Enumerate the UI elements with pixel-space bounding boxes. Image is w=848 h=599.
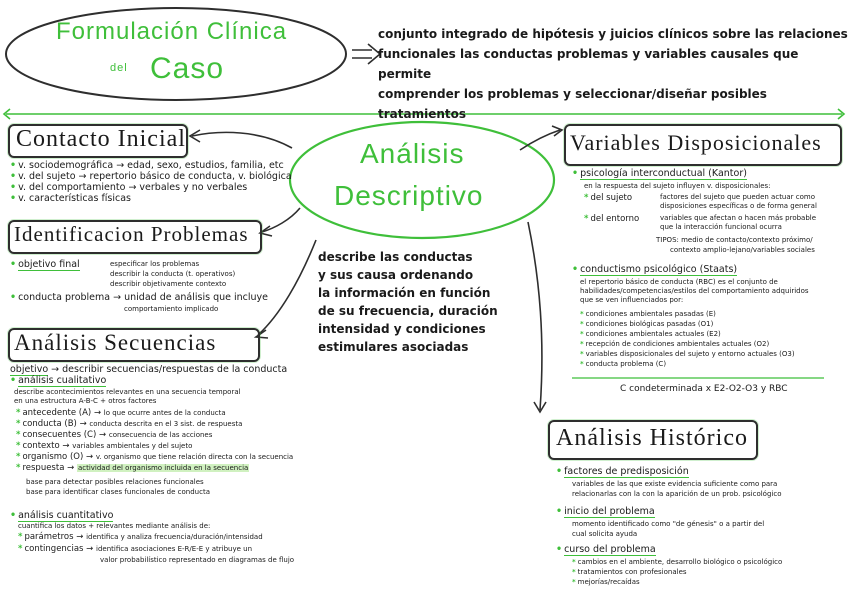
identificacion-title: Identificacion Problemas [14, 222, 249, 246]
base-identificar: base para identificar clases funcionales de conducta [26, 488, 210, 496]
cualitativo-desc: en una estructura A-B-C + otros factores [14, 397, 157, 405]
cuantitativo-desc: cuantifica los datos + relevantes mediante análisis de: [18, 522, 211, 530]
cualitativo-item-detail: conducta descrita en el 3 sist. de respuesta [89, 420, 243, 428]
curso-item: * mejorías/recaídas [572, 578, 640, 586]
cuantitativo-item: * contingencias → identifica asociaciones E-R/E-E y atribuye un [18, 544, 253, 554]
center-description [318, 248, 498, 356]
cualitativo-item-detail: consecuencia de las acciones [108, 431, 213, 439]
inicio-desc: momento identificado como "de génesis" o a partir del [572, 520, 765, 528]
cualitativo-item: * conducta (B) → conducta descrita en el 3 sist. de respuesta [16, 419, 243, 429]
tipos: TIPOS: medio de contacto/contexto próximo/ [656, 236, 813, 244]
secuencias-objetivo-detail: describir secuencias/respuestas de la conducta [62, 364, 288, 375]
contacto-item: • v. características físicas [10, 193, 132, 204]
definition-arrow [352, 44, 380, 64]
conductismo-label: conductismo psicológico (Staats) [580, 264, 738, 275]
description-line: intensidad y condiciones [318, 322, 486, 336]
title-caso: Caso [150, 52, 225, 85]
formula: C condeterminada x E2-O2-O3 y RBC [620, 384, 788, 394]
inicio-label: inicio del problema [564, 506, 655, 517]
cualitativo-item-label: contexto [22, 441, 60, 451]
cualitativo-item-detail: v. organismo que tiene relación directa con la secuencia [95, 453, 294, 461]
psico-interconductual: • psicología interconductual (Kantor) [572, 168, 747, 179]
tipos: contexto amplio-lejano/variables sociales [670, 246, 815, 254]
conductismo-item-text: condiciones ambientales pasadas (E) [585, 310, 716, 318]
contacto-item: • v. del sujeto → repertorio básico de conducta, v. biológica [10, 171, 292, 182]
conducta-problema-def2: comportamiento implicado [124, 305, 219, 313]
conductismo-item: * variables disposicionales del sujeto y entorno actuales (O3) [580, 350, 795, 358]
cuantitativo-label: • análisis cuantitativo [10, 510, 114, 521]
factores: • factores de predisposición [556, 466, 689, 477]
contacto-item-label: v. sociodemográfica [18, 160, 114, 171]
conductismo-desc: el repertorio básico de conducta (RBC) es el conjunto de [580, 278, 778, 286]
objetivo-item: describir la conducta (t. operativos) [110, 270, 236, 278]
contacto-item-detail: edad, sexo, estudios, familia, etc [127, 160, 284, 171]
cuantitativo-item: * parámetros → identifica y analiza frecuencia/duración/intensidad [18, 532, 263, 542]
conductismo-desc: que se ven influenciados por: [580, 296, 684, 304]
psico-label: psicología interconductual (Kantor) [580, 168, 747, 179]
objetivo-final: • objetivo final [10, 259, 80, 270]
definition [378, 24, 848, 124]
conductismo-item-text: condiciones biológicas pasadas (O1) [585, 320, 714, 328]
curso-label: curso del problema [564, 544, 656, 555]
cualitativo-label: • análisis cualitativo [10, 375, 107, 386]
cualitativo-item-detail: actividad del organismo incluida en la secuencia [77, 464, 249, 472]
description-line: estimulares asociadas [318, 340, 469, 354]
del-entorno: * del entorno [584, 214, 640, 224]
objetivo-item: especificar los problemas [110, 260, 200, 268]
objetivo-final-label: objetivo final [18, 259, 80, 270]
factores-desc: relacionarlas con la con la aparición de un prob. psicológico [572, 490, 782, 498]
base-detectar: base para detectar posibles relaciones funcionales [26, 478, 204, 486]
cualitativo-item-label: conducta (B) [22, 419, 77, 429]
title-line1: Formulación Clínica [56, 18, 288, 45]
conducta-problema-label: conducta problema [18, 292, 111, 303]
conductismo-item: * conducta problema (C) [580, 360, 667, 368]
curso-item: * cambios en el ambiente, desarrollo biológico o psicológico [572, 558, 783, 566]
cuantitativo-item-detail: identifica asociaciones E-R/E-E y atribuye un [96, 545, 253, 553]
contacto-item-label: v. del sujeto [18, 171, 76, 182]
cualitativo-item-label: respuesta [22, 463, 65, 473]
conductismo-item: * condiciones biológicas pasadas (O1) [580, 320, 714, 328]
del-sujeto-detail: disposiciones específicas o de forma general [660, 202, 817, 210]
contacto-item: • v. del comportamiento → verbales y no verbales [10, 182, 248, 193]
description-line: describe las conductas [318, 250, 473, 264]
factores-label: factores de predisposición [564, 466, 689, 477]
title-del: del [110, 62, 128, 74]
secuencias-objetivo-label: objetivo [10, 364, 49, 375]
description-line: la información en función [318, 286, 491, 300]
cualitativo-item: * organismo (O) → v. organismo que tiene relación directa con la secuencia [16, 452, 294, 462]
conductismo-item-text: recepción de condiciones ambientales actuales (O2) [585, 340, 770, 348]
del-sujeto-detail: factores del sujeto que pueden actuar como [660, 193, 815, 201]
conducta-problema-def: unidad de análisis que incluye [124, 292, 269, 303]
center-title1: Análisis [360, 138, 465, 169]
conductismo: • conductismo psicológico (Staats) [572, 264, 738, 275]
cualitativo-item-label: consecuentes (C) [22, 430, 97, 440]
variables-title: Variables Disposicionales [570, 130, 822, 155]
cualitativo-item-detail: variables ambientales y del sujeto [72, 442, 193, 450]
conductismo-item-text: condiciones ambientales actuales (E2) [585, 330, 721, 338]
objetivo-item: describir objetivamente contexto [110, 280, 227, 288]
curso-item-text: tratamientos con profesionales [577, 568, 687, 576]
historico-title: Análisis Histórico [556, 425, 748, 451]
del-sujeto-label: del sujeto [590, 193, 633, 203]
contacto-item: • v. sociodemográfica → edad, sexo, estudios, familia, etc [10, 160, 284, 171]
cualitativo-item: * antecedente (A) → lo que ocurre antes de la conducta [16, 408, 226, 418]
psico-desc: en la respuesta del sujeto influyen v. disposicionales: [584, 182, 771, 190]
curso: • curso del problema [556, 544, 656, 555]
inicio: • inicio del problema [556, 506, 655, 517]
conductismo-item: * condiciones ambientales pasadas (E) [580, 310, 716, 318]
definition-line: funcionales las conductas problemas y variables causales que permite [378, 47, 799, 81]
conductismo-desc: habilidades/competencias/estilos del comportamiento adquiridos [580, 287, 809, 295]
definition-line: conjunto integrado de hipótesis y juicios clínicos sobre las relaciones [378, 27, 848, 41]
conductismo-item-text: variables disposicionales del sujeto y entorno actuales (O3) [585, 350, 795, 358]
contacto-item-detail: repertorio básico de conducta, v. biológica [89, 171, 292, 182]
description-line: y sus causa ordenando [318, 268, 474, 282]
cualitativo-item-label: organismo (O) [22, 452, 84, 462]
contacto-title: Contacto Inicial [16, 126, 186, 152]
del-entorno-label: del entorno [590, 214, 640, 224]
curso-item-text: mejorías/recaídas [577, 578, 640, 586]
cualitativo-label-text: análisis cualitativo [18, 375, 107, 386]
curso-item-text: cambios en el ambiente, desarrollo biológico o psicológico [577, 558, 783, 566]
del-entorno-detail: que la interacción funcional ocurra [660, 223, 782, 231]
conducta-problema: • conducta problema → unidad de análisis que incluye [10, 292, 269, 303]
secuencias-title: Análisis Secuencias [14, 330, 217, 355]
cuantitativo-item-label: contingencias [24, 544, 84, 554]
cuantitativo-label-text: análisis cuantitativo [18, 510, 114, 521]
conductismo-item-text: conducta problema (C) [585, 360, 667, 368]
del-entorno-detail: variables que afectan o hacen más probable [660, 214, 817, 222]
cualitativo-item-label: antecedente (A) [22, 408, 92, 418]
definition-line: comprender los problemas y seleccionar/diseñar posibles tratamientos [378, 87, 767, 121]
cuantitativo-item-label: parámetros [24, 532, 74, 542]
conductismo-item: * recepción de condiciones ambientales actuales (O2) [580, 340, 770, 348]
secuencias-objetivo: objetivo → describir secuencias/respuestas de la conducta [10, 364, 288, 375]
cualitativo-item: * consecuentes (C) → consecuencia de las acciones [16, 430, 213, 440]
curso-item: * tratamientos con profesionales [572, 568, 687, 576]
description-line: de su frecuencia, duración [318, 304, 498, 318]
conductismo-item: * condiciones ambientales actuales (E2) [580, 330, 721, 338]
cuantitativo-extra: valor probabilístico representado en diagramas de flujo [100, 556, 295, 564]
cualitativo-item: * respuesta → actividad del organismo incluida en la secuencia [16, 463, 249, 473]
factores-desc: variables de las que existe evidencia suficiente como para [572, 480, 778, 488]
contacto-item-label: v. características físicas [18, 193, 132, 204]
inicio-desc: cual solicita ayuda [572, 530, 638, 538]
cuantitativo-item-detail: identifica y analiza frecuencia/duración/intensidad [86, 533, 263, 541]
contacto-item-detail: verbales y no verbales [139, 182, 248, 193]
cualitativo-item: * contexto → variables ambientales y del sujeto [16, 441, 193, 451]
cualitativo-item-detail: lo que ocurre antes de la conducta [103, 409, 226, 417]
contacto-item-label: v. del comportamiento [18, 182, 126, 193]
center-title2: Descriptivo [334, 180, 484, 211]
del-sujeto: * del sujeto [584, 193, 633, 203]
cualitativo-desc: describe acontecimientos relevantes en una secuencia temporal [14, 388, 241, 396]
